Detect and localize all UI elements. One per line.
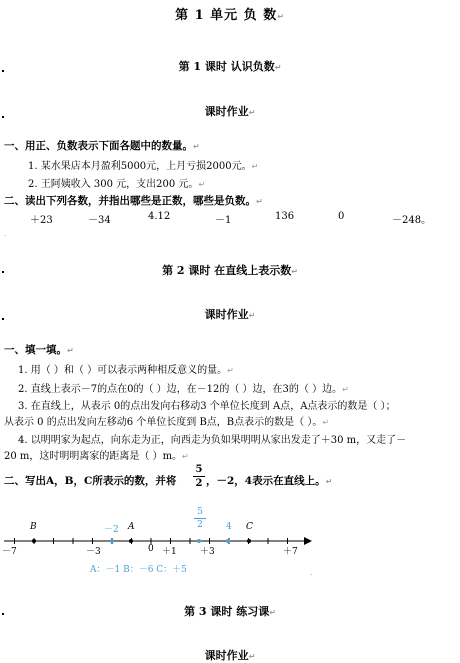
lesson1-q1-title: 一、用正、负数表示下面各题中的数量。↵ [4, 140, 200, 152]
tick-label: 0 [148, 544, 154, 554]
unit-title: 第 1 单元 负 数↵ [175, 8, 285, 23]
numberline-answer: A：－1 B：－6 C：＋5 [90, 565, 187, 575]
lesson1-homework-title: 课时作业↵ [204, 105, 256, 118]
tick-label: ＋7 [283, 547, 298, 557]
tick-label: ＋3 [200, 547, 215, 557]
lesson2-q1-title: 一、填一填。↵ [4, 344, 74, 356]
label-five-halves: 5 2 [194, 506, 206, 531]
label-minus-two: －2 [104, 525, 119, 535]
label-c: C [246, 522, 253, 532]
lesson2-q1-item3-cont: 从表示 0 的点出发向左移动6 个单位长度到 B点，B点表示的数是（ ）。↵ [4, 417, 330, 428]
number-item: 4.12 [148, 211, 171, 222]
point-four [226, 539, 230, 543]
tick-label: ＋1 [162, 547, 177, 557]
number-item: －34 [88, 215, 111, 226]
label-a: A [128, 522, 135, 532]
number-item: ＋23 [30, 215, 53, 226]
lesson3-homework-title: 课时作业↵ [204, 649, 256, 662]
lesson2-title: 第 2 课时 在直线上表示数↵ [162, 264, 298, 277]
point-b [32, 539, 36, 543]
point-a [129, 539, 133, 543]
point-five-halves [197, 539, 201, 543]
lesson2-q1-item4: 4. 以明明家为起点，向东走为正，向西走为负如果明明从家出发走了＋30 m，又走了－ [18, 435, 407, 446]
lesson2-homework-title: 课时作业↵ [204, 308, 256, 321]
lesson2-q1-item1: 1. 用（ ）和（ ）可以表示两种相反意义的量。↵ [18, 365, 234, 376]
lesson2-q2-suffix: ，－2，4表示在直线上。↵ [206, 475, 333, 487]
point-minus-two [110, 539, 114, 543]
point-c [247, 539, 251, 543]
lesson3-title: 第 3 课时 练习课↵ [184, 605, 276, 618]
lesson2-q1-item2: 2. 直线上表示－7的点在0的（ ）边，在－12的（ ）边，在3的（ ）边。↵ [18, 384, 349, 395]
arrow-head-icon [304, 537, 312, 545]
paragraph-mark: . [4, 229, 7, 238]
fraction: 5 2 [193, 463, 205, 490]
label-b: B [30, 522, 37, 532]
label-four: 4 [226, 522, 232, 532]
lesson1-q1-item2: 2. 王阿姨收入 300 元，支出200 元。↵ [28, 179, 206, 190]
lesson2-q1-item4-cont: 20 m，这时明明离家的距离是（ ）m。↵ [4, 451, 189, 462]
number-item: －248。 [392, 215, 432, 226]
lesson2-q1-item3: 3. 在直线上，从表示 0的点出发向右移动3 个单位长度到 A点，A点表示的数是（ ）； [18, 401, 396, 412]
tick-label: －3 [86, 547, 101, 557]
lesson1-q2-title: 二、读出下列各数，并指出哪些是正数，哪些是负数。↵ [4, 195, 263, 207]
paragraph-mark: . [310, 568, 313, 577]
number-item: －1 [215, 215, 232, 226]
number-item: 0 [338, 211, 345, 222]
lesson2-q2-title: 二、写出A，B，C所表示的数，并将 [4, 475, 177, 487]
number-item: 136 [275, 211, 295, 222]
lesson1-title: 第 1 课时 认识负数↵ [178, 60, 282, 73]
number-line [0, 500, 320, 590]
lesson1-q1-item1: 1. 某水果店本月盈利5000元，上月亏损2000元。↵ [28, 161, 259, 172]
tick-label: －7 [2, 547, 17, 557]
